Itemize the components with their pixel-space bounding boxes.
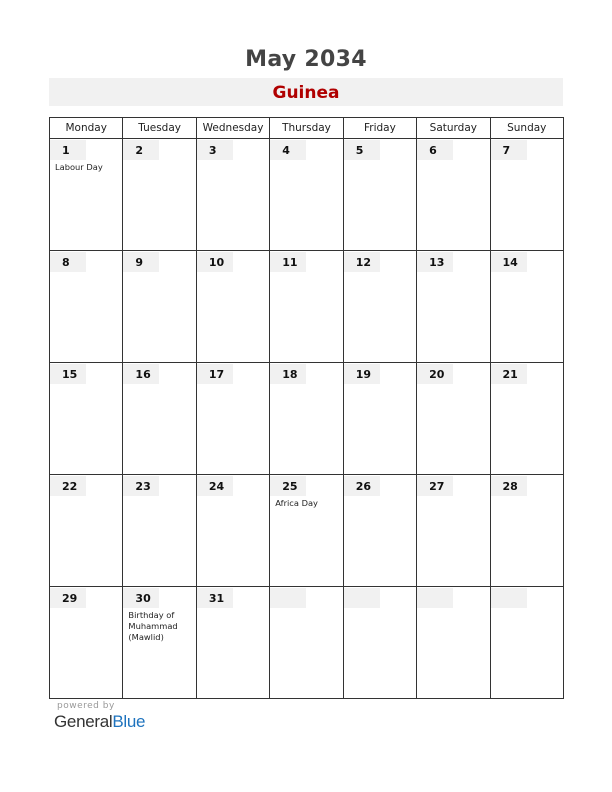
day-number: 17 (197, 364, 233, 384)
day-number: 11 (270, 252, 306, 272)
weekday-header: Wednesday (196, 118, 269, 139)
day-cell (123, 251, 196, 363)
weekday-header: Saturday (417, 118, 490, 139)
day-cell (123, 139, 196, 251)
day-number: 27 (417, 476, 453, 496)
day-number: 10 (197, 252, 233, 272)
day-cell (417, 363, 490, 475)
day-cell (50, 139, 123, 251)
calendar-week-row (50, 363, 564, 475)
day-cell (417, 251, 490, 363)
calendar-table (49, 117, 564, 699)
holiday-label: Birthday of Muhammad (Mawlid) (128, 610, 178, 642)
powered-by-text: powered by (57, 701, 115, 711)
day-number: 1 (50, 140, 86, 160)
day-number: 26 (344, 476, 380, 496)
day-cell (196, 139, 269, 251)
day-cell (343, 475, 416, 587)
day-number: 9 (123, 252, 159, 272)
day-cell (270, 251, 343, 363)
day-cell (50, 251, 123, 363)
day-number: 28 (491, 476, 527, 496)
day-number (344, 588, 380, 608)
day-cell (490, 139, 563, 251)
day-cell (417, 475, 490, 587)
weekday-header: Tuesday (123, 118, 196, 139)
day-cell (490, 475, 563, 587)
day-number: 3 (197, 140, 233, 160)
day-number: 13 (417, 252, 453, 272)
day-number: 7 (491, 140, 527, 160)
day-cell (417, 139, 490, 251)
holiday-label: Labour Day (55, 162, 103, 172)
day-cell (123, 363, 196, 475)
day-cell (270, 139, 343, 251)
day-cell (196, 587, 269, 699)
day-number: 20 (417, 364, 453, 384)
generalblue-logo[interactable] (54, 712, 145, 732)
day-number: 23 (123, 476, 159, 496)
day-number (417, 588, 453, 608)
day-number: 24 (197, 476, 233, 496)
holiday-label: Africa Day (275, 498, 318, 508)
day-cell (50, 587, 123, 699)
day-number: 21 (491, 364, 527, 384)
day-cell (490, 363, 563, 475)
day-cell (343, 251, 416, 363)
day-cell (196, 363, 269, 475)
day-cell (270, 587, 343, 699)
day-cell (343, 587, 416, 699)
day-cell (196, 475, 269, 587)
day-number: 18 (270, 364, 306, 384)
calendar-week-row (50, 139, 564, 251)
weekday-header: Sunday (490, 118, 563, 139)
day-number: 12 (344, 252, 380, 272)
day-number: 22 (50, 476, 86, 496)
day-number: 30 (123, 588, 159, 608)
day-cell (123, 587, 196, 699)
day-cell (123, 475, 196, 587)
day-number: 19 (344, 364, 380, 384)
weekday-header: Thursday (270, 118, 343, 139)
day-cell (343, 363, 416, 475)
calendar-week-row (50, 587, 564, 699)
day-number: 15 (50, 364, 86, 384)
day-number: 6 (417, 140, 453, 160)
day-cell (417, 587, 490, 699)
day-number: 4 (270, 140, 306, 160)
day-number: 5 (344, 140, 380, 160)
day-number: 14 (491, 252, 527, 272)
weekday-header: Friday (343, 118, 416, 139)
day-cell (196, 251, 269, 363)
day-number: 29 (50, 588, 86, 608)
country-banner (49, 78, 563, 106)
weekday-header-row (50, 118, 564, 139)
logo-general: General (54, 712, 113, 731)
country-name: Guinea (272, 83, 340, 103)
page-title: May 2034 (245, 47, 367, 72)
day-cell (270, 475, 343, 587)
weekday-header: Monday (50, 118, 123, 139)
day-number: 25 (270, 476, 306, 496)
calendar-grid (49, 117, 564, 697)
day-cell (490, 251, 563, 363)
day-number (270, 588, 306, 608)
day-cell (343, 139, 416, 251)
calendar-week-row (50, 251, 564, 363)
day-number (491, 588, 527, 608)
calendar-week-row (50, 475, 564, 587)
day-cell (270, 363, 343, 475)
day-cell (50, 363, 123, 475)
day-cell (490, 587, 563, 699)
day-number: 16 (123, 364, 159, 384)
day-number: 2 (123, 140, 159, 160)
day-cell (50, 475, 123, 587)
logo-blue: Blue (112, 712, 146, 731)
day-number: 31 (197, 588, 233, 608)
day-number: 8 (50, 252, 86, 272)
